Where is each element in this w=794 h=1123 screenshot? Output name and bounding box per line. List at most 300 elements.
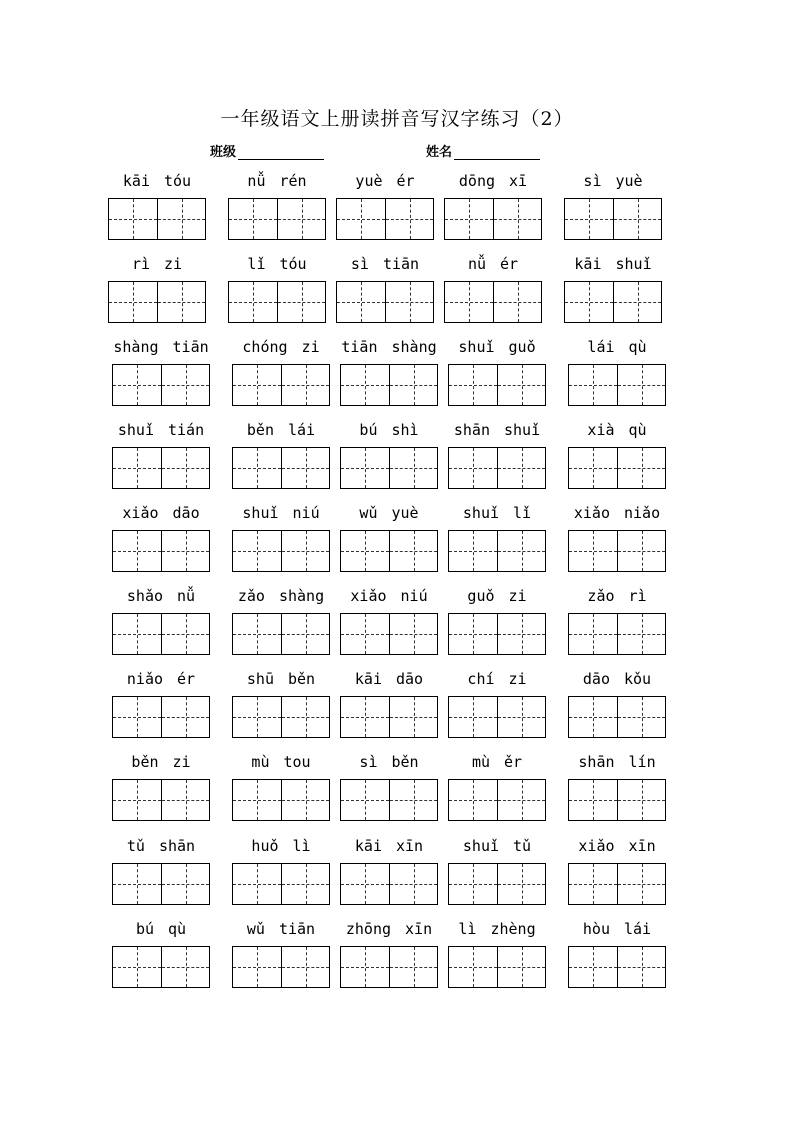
pinyin-syllable: yuè <box>391 504 419 522</box>
pinyin-syllable: lǐ <box>247 255 266 273</box>
writing-cell[interactable] <box>233 614 281 654</box>
writing-cell[interactable] <box>161 531 209 571</box>
word-item <box>336 170 434 192</box>
writing-cell[interactable] <box>233 448 281 488</box>
writing-cell[interactable] <box>389 864 437 904</box>
pinyin-label <box>568 835 666 857</box>
writing-cell[interactable] <box>617 614 665 654</box>
pinyin-syllable: xīn <box>405 920 433 938</box>
writing-boxes <box>448 696 546 738</box>
writing-cell[interactable] <box>389 780 437 820</box>
writing-boxes <box>232 696 330 738</box>
writing-cell[interactable] <box>113 780 161 820</box>
writing-cell[interactable] <box>157 199 205 239</box>
writing-cell[interactable] <box>385 199 433 239</box>
name-label: 姓名 <box>426 145 453 160</box>
pinyin-label <box>112 918 210 940</box>
writing-cell[interactable] <box>281 448 329 488</box>
writing-cell[interactable] <box>233 864 281 904</box>
pinyin-syllable: tiān <box>172 338 209 356</box>
writing-cell[interactable] <box>389 365 437 405</box>
word-item <box>444 253 542 275</box>
pinyin-syllable: sì <box>350 255 369 273</box>
pinyin-syllable: lǐ <box>513 504 532 522</box>
writing-cell[interactable] <box>277 282 325 322</box>
writing-cell[interactable] <box>113 365 161 405</box>
writing-cell[interactable] <box>617 864 665 904</box>
writing-cell[interactable] <box>161 448 209 488</box>
pinyin-label <box>444 253 542 275</box>
writing-cell[interactable] <box>341 448 389 488</box>
word-item <box>108 253 206 275</box>
writing-boxes <box>232 613 330 655</box>
writing-boxes <box>108 281 206 323</box>
writing-cell[interactable] <box>617 365 665 405</box>
word-item <box>448 751 546 773</box>
pinyin-syllable: niǎo <box>624 504 661 522</box>
writing-cell[interactable] <box>497 365 545 405</box>
word-item <box>232 585 330 607</box>
writing-boxes <box>228 198 326 240</box>
writing-boxes <box>568 696 666 738</box>
pinyin-label <box>232 918 330 940</box>
word-item <box>568 835 666 857</box>
pinyin-label <box>112 835 210 857</box>
pinyin-label <box>336 253 434 275</box>
word-item <box>340 336 438 358</box>
writing-boxes <box>448 863 546 905</box>
pinyin-syllable: shì <box>391 421 419 439</box>
word-item <box>340 419 438 441</box>
writing-boxes <box>232 779 330 821</box>
pinyin-syllable: shuǐ <box>117 421 154 439</box>
pinyin-label <box>340 585 438 607</box>
pinyin-label <box>568 336 666 358</box>
pinyin-label <box>340 668 438 690</box>
pinyin-syllable: zi <box>172 753 191 771</box>
writing-boxes <box>568 863 666 905</box>
word-item <box>448 918 546 940</box>
exercise-row <box>0 419 794 499</box>
writing-cell[interactable] <box>569 780 617 820</box>
writing-boxes <box>568 946 666 988</box>
writing-cell[interactable] <box>389 697 437 737</box>
word-item <box>112 668 210 690</box>
pinyin-syllable: bú <box>135 920 154 938</box>
pinyin-syllable: xīn <box>396 837 424 855</box>
pinyin-syllable: nǚ <box>177 587 196 605</box>
writing-cell[interactable] <box>113 531 161 571</box>
pinyin-syllable: běn <box>246 421 274 439</box>
pinyin-label <box>112 336 210 358</box>
writing-boxes <box>108 198 206 240</box>
word-item <box>340 751 438 773</box>
pinyin-syllable: sì <box>359 753 378 771</box>
pinyin-syllable: niú <box>400 587 428 605</box>
writing-cell[interactable] <box>277 199 325 239</box>
pinyin-syllable: shuǐ <box>615 255 652 273</box>
exercise-row <box>0 918 794 998</box>
pinyin-label <box>232 835 330 857</box>
writing-cell[interactable] <box>569 614 617 654</box>
writing-cell[interactable] <box>569 947 617 987</box>
pinyin-label <box>232 502 330 524</box>
writing-cell[interactable] <box>113 614 161 654</box>
word-item <box>232 336 330 358</box>
exercise-row <box>0 170 794 250</box>
pinyin-syllable: mù <box>471 753 490 771</box>
pinyin-label <box>228 253 326 275</box>
writing-cell[interactable] <box>617 531 665 571</box>
pinyin-syllable: zi <box>508 670 527 688</box>
pinyin-syllable: bú <box>359 421 378 439</box>
pinyin-syllable: niú <box>292 504 320 522</box>
writing-cell[interactable] <box>385 282 433 322</box>
pinyin-syllable: běn <box>288 670 316 688</box>
writing-cell[interactable] <box>617 780 665 820</box>
writing-cell[interactable] <box>497 448 545 488</box>
writing-cell[interactable] <box>109 282 157 322</box>
pinyin-syllable: kāi <box>354 837 382 855</box>
pinyin-label <box>340 918 438 940</box>
writing-boxes <box>232 364 330 406</box>
writing-cell[interactable] <box>389 947 437 987</box>
word-item <box>448 419 546 441</box>
writing-boxes <box>232 946 330 988</box>
writing-cell[interactable] <box>497 864 545 904</box>
writing-cell[interactable] <box>613 282 661 322</box>
writing-boxes <box>112 530 210 572</box>
writing-cell[interactable] <box>113 697 161 737</box>
word-item <box>340 835 438 857</box>
pinyin-syllable: zhèng <box>490 920 536 938</box>
writing-cell[interactable] <box>613 199 661 239</box>
writing-boxes <box>568 364 666 406</box>
writing-boxes <box>340 863 438 905</box>
writing-cell[interactable] <box>617 697 665 737</box>
writing-cell[interactable] <box>337 282 385 322</box>
pinyin-label <box>112 751 210 773</box>
pinyin-label <box>232 668 330 690</box>
pinyin-label <box>340 336 438 358</box>
writing-cell[interactable] <box>449 365 497 405</box>
pinyin-syllable: nǚ <box>467 255 486 273</box>
writing-cell[interactable] <box>445 199 493 239</box>
pinyin-label <box>448 751 546 773</box>
writing-boxes <box>568 613 666 655</box>
word-item <box>448 835 546 857</box>
pinyin-syllable: rén <box>279 172 307 190</box>
pinyin-syllable: wǔ <box>359 504 378 522</box>
pinyin-label <box>336 170 434 192</box>
writing-boxes <box>336 198 434 240</box>
writing-boxes <box>568 530 666 572</box>
word-item <box>112 336 210 358</box>
writing-cell[interactable] <box>233 947 281 987</box>
writing-boxes <box>232 447 330 489</box>
writing-cell[interactable] <box>281 365 329 405</box>
exercise-row <box>0 668 794 748</box>
writing-cell[interactable] <box>389 531 437 571</box>
writing-cell[interactable] <box>281 614 329 654</box>
word-item <box>228 170 326 192</box>
writing-cell[interactable] <box>233 780 281 820</box>
writing-boxes <box>336 281 434 323</box>
writing-cell[interactable] <box>281 864 329 904</box>
writing-boxes <box>340 447 438 489</box>
pinyin-syllable: qù <box>628 421 647 439</box>
writing-cell[interactable] <box>113 864 161 904</box>
pinyin-label <box>448 918 546 940</box>
writing-cell[interactable] <box>497 697 545 737</box>
writing-boxes <box>340 696 438 738</box>
pinyin-syllable: shǎo <box>126 587 164 605</box>
writing-cell[interactable] <box>569 864 617 904</box>
pinyin-label <box>568 502 666 524</box>
writing-cell[interactable] <box>161 697 209 737</box>
word-item <box>108 170 206 192</box>
writing-cell[interactable] <box>493 282 541 322</box>
writing-cell[interactable] <box>161 614 209 654</box>
word-item <box>340 918 438 940</box>
writing-cell[interactable] <box>281 697 329 737</box>
word-item <box>448 336 546 358</box>
word-item <box>232 502 330 524</box>
writing-cell[interactable] <box>449 780 497 820</box>
pinyin-label <box>448 585 546 607</box>
pinyin-label <box>444 170 542 192</box>
writing-boxes <box>112 364 210 406</box>
pinyin-syllable: ér <box>177 670 196 688</box>
pinyin-label <box>568 668 666 690</box>
writing-cell[interactable] <box>161 365 209 405</box>
writing-cell[interactable] <box>281 947 329 987</box>
pinyin-syllable: qù <box>628 338 647 356</box>
word-item <box>568 585 666 607</box>
pinyin-syllable: huǒ <box>251 837 279 855</box>
writing-cell[interactable] <box>229 282 277 322</box>
name-field <box>426 141 540 160</box>
writing-cell[interactable] <box>449 448 497 488</box>
writing-cell[interactable] <box>341 614 389 654</box>
pinyin-syllable: dōng <box>458 172 496 190</box>
pinyin-syllable: xiǎo <box>573 504 610 522</box>
writing-cell[interactable] <box>157 282 205 322</box>
writing-cell[interactable] <box>569 697 617 737</box>
writing-boxes <box>448 364 546 406</box>
writing-cell[interactable] <box>281 531 329 571</box>
writing-cell[interactable] <box>161 947 209 987</box>
writing-cell[interactable] <box>449 697 497 737</box>
exercise-row <box>0 585 794 665</box>
pinyin-syllable: shuǐ <box>462 837 500 855</box>
writing-cell[interactable] <box>341 864 389 904</box>
class-label: 班级 <box>210 145 237 160</box>
word-item <box>112 751 210 773</box>
word-item <box>336 253 434 275</box>
pinyin-syllable: běn <box>391 753 419 771</box>
pinyin-syllable: zhōng <box>345 920 392 938</box>
writing-cell[interactable] <box>233 365 281 405</box>
pinyin-syllable: kāi <box>574 255 602 273</box>
pinyin-syllable: běn <box>131 753 159 771</box>
writing-cell[interactable] <box>389 448 437 488</box>
writing-cell[interactable] <box>569 448 617 488</box>
writing-cell[interactable] <box>565 282 613 322</box>
writing-cell[interactable] <box>493 199 541 239</box>
pinyin-syllable: rì <box>131 255 150 273</box>
pinyin-syllable: kāi <box>122 172 150 190</box>
word-item <box>448 502 546 524</box>
pinyin-label <box>340 751 438 773</box>
pinyin-label <box>448 835 546 857</box>
writing-cell[interactable] <box>161 864 209 904</box>
pinyin-syllable: shān <box>453 421 490 439</box>
pinyin-syllable: shān <box>578 753 615 771</box>
exercise-row <box>0 751 794 831</box>
writing-cell[interactable] <box>341 365 389 405</box>
word-item <box>232 835 330 857</box>
pinyin-syllable: tóu <box>279 255 307 273</box>
pinyin-syllable: ér <box>396 172 415 190</box>
word-item <box>228 253 326 275</box>
pinyin-syllable: xiǎo <box>578 837 615 855</box>
pinyin-syllable: sì <box>583 172 602 190</box>
exercise-row <box>0 835 794 915</box>
writing-cell[interactable] <box>161 780 209 820</box>
writing-cell[interactable] <box>281 780 329 820</box>
pinyin-label <box>108 253 206 275</box>
pinyin-syllable: qù <box>168 920 187 938</box>
pinyin-label <box>568 751 666 773</box>
name-blank-line[interactable] <box>454 145 540 160</box>
writing-cell[interactable] <box>233 697 281 737</box>
writing-cell[interactable] <box>109 199 157 239</box>
pinyin-syllable: zǎo <box>587 587 615 605</box>
writing-boxes <box>112 779 210 821</box>
pinyin-syllable: mù <box>251 753 270 771</box>
writing-boxes <box>232 863 330 905</box>
writing-boxes <box>112 946 210 988</box>
writing-cell[interactable] <box>445 282 493 322</box>
pinyin-label <box>232 585 330 607</box>
pinyin-syllable: wǔ <box>246 920 265 938</box>
pinyin-syllable: nǚ <box>247 172 266 190</box>
pinyin-label <box>340 835 438 857</box>
pinyin-syllable: yuè <box>355 172 383 190</box>
word-item <box>112 918 210 940</box>
writing-cell[interactable] <box>341 947 389 987</box>
writing-cell[interactable] <box>113 947 161 987</box>
pinyin-label <box>340 419 438 441</box>
pinyin-syllable: lì <box>292 837 311 855</box>
pinyin-syllable: xīn <box>628 837 656 855</box>
pinyin-syllable: hòu <box>582 920 610 938</box>
writing-cell[interactable] <box>233 531 281 571</box>
pinyin-syllable: dāo <box>582 670 610 688</box>
writing-boxes <box>232 530 330 572</box>
exercise-row <box>0 502 794 582</box>
writing-boxes <box>448 530 546 572</box>
writing-boxes <box>340 779 438 821</box>
word-item <box>340 585 438 607</box>
writing-boxes <box>564 281 662 323</box>
word-item <box>568 336 666 358</box>
writing-cell[interactable] <box>449 531 497 571</box>
pinyin-syllable: zi <box>508 587 527 605</box>
writing-boxes <box>340 946 438 988</box>
writing-cell[interactable] <box>497 947 545 987</box>
pinyin-syllable: shuǐ <box>242 504 279 522</box>
word-item <box>448 585 546 607</box>
pinyin-label <box>448 668 546 690</box>
pinyin-label <box>568 419 666 441</box>
pinyin-syllable: chí <box>467 670 495 688</box>
pinyin-syllable: rì <box>628 587 647 605</box>
writing-cell[interactable] <box>617 448 665 488</box>
writing-cell[interactable] <box>341 780 389 820</box>
writing-cell[interactable] <box>389 614 437 654</box>
pinyin-label <box>232 336 330 358</box>
pinyin-label <box>108 170 206 192</box>
writing-cell[interactable] <box>497 614 545 654</box>
pinyin-syllable: shàng <box>391 338 437 356</box>
writing-boxes <box>112 447 210 489</box>
writing-cell[interactable] <box>497 531 545 571</box>
writing-cell[interactable] <box>337 199 385 239</box>
writing-cell[interactable] <box>569 531 617 571</box>
word-item <box>568 419 666 441</box>
writing-boxes <box>448 613 546 655</box>
writing-cell[interactable] <box>341 531 389 571</box>
word-item <box>112 585 210 607</box>
pinyin-label <box>232 751 330 773</box>
pinyin-syllable: tou <box>283 753 311 771</box>
writing-cell[interactable] <box>449 614 497 654</box>
word-item <box>340 668 438 690</box>
writing-cell[interactable] <box>341 697 389 737</box>
writing-boxes <box>444 281 542 323</box>
pinyin-syllable: tián <box>168 421 205 439</box>
pinyin-syllable: tóu <box>164 172 192 190</box>
word-item <box>444 170 542 192</box>
pinyin-syllable: tiān <box>278 920 316 938</box>
pinyin-syllable: lái <box>587 338 615 356</box>
class-blank-line[interactable] <box>238 145 324 160</box>
pinyin-syllable: tiān <box>341 338 378 356</box>
writing-cell[interactable] <box>497 780 545 820</box>
exercise-row <box>0 253 794 333</box>
writing-cell[interactable] <box>617 947 665 987</box>
pinyin-syllable: tiān <box>382 255 420 273</box>
pinyin-syllable: kǒu <box>624 670 652 688</box>
pinyin-syllable: zi <box>164 255 183 273</box>
pinyin-label <box>564 253 662 275</box>
pinyin-syllable: shàng <box>278 587 325 605</box>
writing-cell[interactable] <box>449 864 497 904</box>
writing-boxes <box>228 281 326 323</box>
writing-cell[interactable] <box>449 947 497 987</box>
writing-cell[interactable] <box>113 448 161 488</box>
writing-cell[interactable] <box>229 199 277 239</box>
writing-cell[interactable] <box>565 199 613 239</box>
writing-cell[interactable] <box>569 365 617 405</box>
pinyin-syllable: xī <box>509 172 528 190</box>
writing-boxes <box>112 863 210 905</box>
pinyin-syllable: ér <box>500 255 519 273</box>
word-item <box>232 668 330 690</box>
pinyin-label <box>112 668 210 690</box>
